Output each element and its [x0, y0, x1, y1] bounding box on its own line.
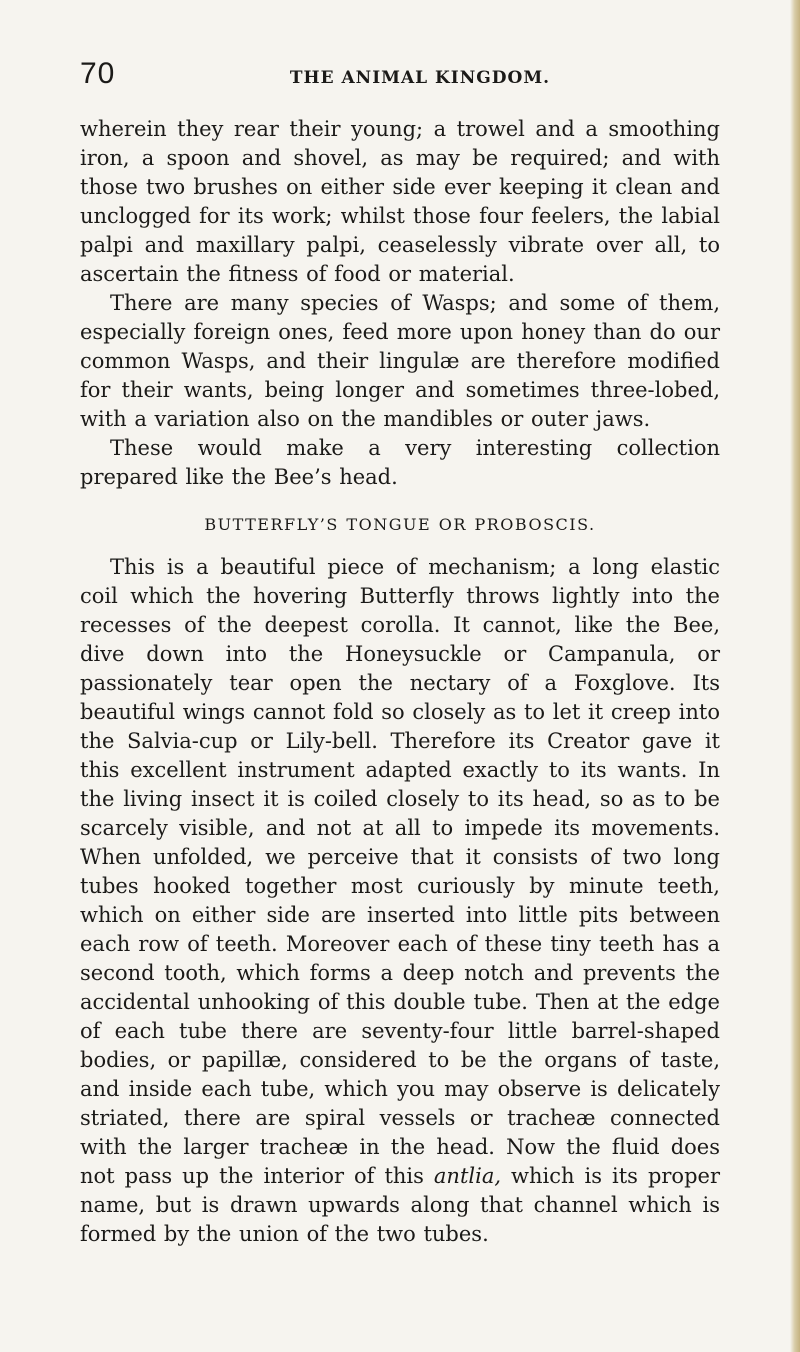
page-number: 70: [80, 57, 116, 90]
running-head: THE ANIMAL KINGDOM.: [289, 68, 551, 88]
paragraph-proboscis-end: which is its proper name, but is drawn upwards along that channel which is formed by the union of the two tubes.: [80, 1164, 720, 1246]
body-text: [80, 115, 720, 1249]
paragraph-proboscis-text: This is a beautiful piece of mechanism; a long elastic coil which the hovering Butterfly throws lightly into the recesses of the deepest corolla. It cannot, like the Bee, dive down into the Honeysuckle or Campanula, or passionately tear open the nectary of a Foxglove. Its beautiful wings cannot fold so closely as to let it creep into the Salvia-cup or Lily-bell. Therefore its Creator gave it this excellent instrument adapted exactly to its wants. In the living insect it is coiled closely to its head, so as to be scarcely visible, and not at all to impede its movements. When unfolded, we perceive that it consists of two long tubes hooked together most curiously by minute teeth, which on either side are inserted into little pits between each row of teeth. Moreover each of these tiny teeth has a second tooth, which forms a deep notch and prevents the accidental unhooking of this double tube. Then at the edge of each tube there are seventy-four little barrel-shaped bodies, or papillæ, considered to be the organs of taste, and inside each tube, which you may observe is delicately striated, there are spiral vessels or tracheæ connected with the larger tracheæ in the head. Now the fluid does not pass up the interior of this: [80, 555, 720, 1188]
paragraph-proboscis: [80, 553, 720, 1249]
paragraph-wasps: There are many species of Wasps; and some of them, especially foreign ones, feed more upon honey than do our common Wasps, and their lingulæ are therefore modified for their wants, being longer and sometimes three-lobed, with a variation also on the mandibles or outer jaws.: [80, 291, 720, 431]
page-header: [80, 58, 720, 98]
paragraph-collection: These would make a very interesting collection prepared like the Bee’s head.: [80, 436, 720, 489]
section-heading: BUTTERFLY’S TONGUE OR PROBOSCIS.: [204, 515, 596, 534]
page-edge: [790, 0, 800, 1352]
paragraph-continued: wherein they rear their young; a trowel and a smoothing iron, a spoon and shovel, as may be required; and with those two brushes on either side ever keeping it clean and unclogged for its work; whilst those four feelers, the labial palpi and maxillary palpi, ceaselessly vibrate over all, to ascertain the fitness of food or material.: [80, 117, 720, 286]
antlia-term: antlia,: [433, 1164, 502, 1188]
